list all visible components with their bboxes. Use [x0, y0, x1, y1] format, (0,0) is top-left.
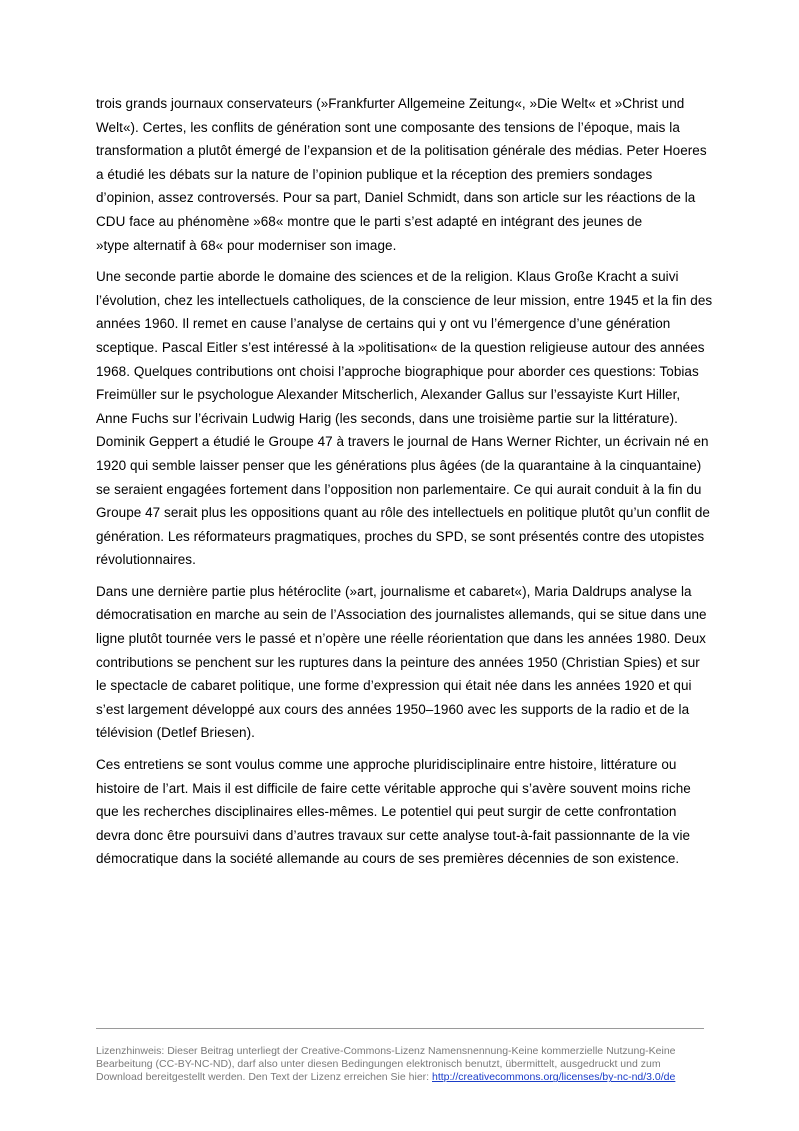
- text-line: ligne plutôt tournée vers le passé et n’opère une réelle réorientation que dans les années 1980. Deux: [96, 631, 706, 647]
- text-line: Welt«). Certes, les conflits de génération sont une composante des tensions de l’époque, mais la: [96, 119, 680, 135]
- text-line: Une seconde partie aborde le domaine des sciences et de la religion. Klaus Große Kracht a suivi: [96, 269, 679, 285]
- article-body: [96, 92, 713, 879]
- text-line: démocratique dans la société allemande au cours de ses premières décennies de son existence.: [96, 851, 680, 867]
- paragraph-science-religion: [96, 265, 713, 572]
- text-line: Freimüller sur le psychologue Alexander Mitscherlich, Alexander Gallus sur l’essayiste Kurt Hiller,: [96, 387, 681, 403]
- text-line: démocratisation en marche au sein de l’Association des journalistes allemands, qui se situe dans une: [96, 607, 707, 623]
- text-line: télévision (Detlef Briesen).: [96, 725, 255, 741]
- license-notice: [96, 1045, 716, 1085]
- text-line: Ces entretiens se sont voulus comme une approche pluridisciplinaire entre histoire, littérature ou: [96, 757, 677, 773]
- text-line: transformation a plutôt émergé de l’expansion et de la politisation générale des médias. Peter Hoeres: [96, 143, 707, 159]
- text-line: Dominik Geppert a étudié le Groupe 47 à travers le journal de Hans Werner Richter, un écrivain né en: [96, 434, 709, 450]
- license-text-prefix: Download bereitgestellt werden. Den Text der Lizenz erreichen Sie hier:: [96, 1071, 432, 1084]
- text-line: se seraient engagées fortement dans l’opposition non parlementaire. Ce qui aurait conduit à la fin du: [96, 481, 702, 497]
- text-line: trois grands journaux conservateurs (»Frankfurter Allgemeine Zeitung«, »Die Welt« et »Christ und: [96, 96, 685, 111]
- text-line: sceptique. Pascal Eitler s’est intéressé à la »politisation« de la question religieuse autour des années: [96, 339, 705, 355]
- text-line: révolutionnaires.: [96, 552, 196, 568]
- text-line: l’évolution, chez les intellectuels catholiques, de la conscience de leur mission, entre 1945 et la fin des: [96, 292, 713, 308]
- text-line: que les recherches disciplinaires elles-mêmes. Le potentiel qui peut surgir de cette confrontation: [96, 804, 677, 820]
- footer-divider: [96, 1028, 704, 1029]
- text-line: CDU face au phénomène »68« montre que le parti s’est adapté en intégrant des jeunes de: [96, 213, 643, 229]
- paragraph-conclusion: [96, 753, 708, 871]
- text-line: le spectacle de cabaret politique, une forme d’expression qui était née dans les années 1920 et qui: [96, 678, 692, 694]
- text-line: 1920 qui semble laisser penser que les générations plus âgées (de la quarantaine à la cinquantaine): [96, 457, 702, 473]
- text-line: Anne Fuchs sur l’écrivain Ludwig Harig (les seconds, dans une troisième partie sur la littérature).: [96, 410, 678, 426]
- paragraph-media: [96, 92, 708, 257]
- text-line: s’est largement développé aux cours des années 1950–1960 avec les supports de la radio et de la: [96, 701, 690, 717]
- text-line: génération. Les réformateurs pragmatiques, proches du SPD, se sont présentés contre des utopistes: [96, 528, 705, 544]
- text-line: années 1960. Il remet en cause l’analyse de certains qui y ont vu l’émergence d’une génération: [96, 316, 671, 332]
- text-line: histoire de l’art. Mais il est difficile de faire cette véritable approche qui s’avère souvent moins riche: [96, 780, 691, 796]
- text-line: d’opinion, assez controversés. Pour sa part, Daniel Schmidt, dans son article sur les réactions de la: [96, 190, 696, 206]
- text-line: Dans une dernière partie plus hétéroclite (»art, journalisme et cabaret«), Maria Daldrups analyse la: [96, 583, 692, 599]
- text-line: »type alternatif à 68« pour moderniser son image.: [96, 237, 397, 253]
- license-text-line: Lizenzhinweis: Dieser Beitrag unterliegt der Creative-Commons-Lizenz Namensnennung-Keine kommerzielle Nutzung-Keine: [96, 1045, 676, 1057]
- license-text-line: [96, 1071, 716, 1084]
- text-line: a étudié les débats sur la nature de l’opinion publique et la réception des premiers sondages: [96, 166, 653, 182]
- text-line: contributions se penchent sur les ruptures dans la peinture des années 1950 (Christian Spies) et sur: [96, 654, 700, 670]
- paragraph-art-journalism: [96, 580, 708, 745]
- text-line: Groupe 47 serait plus les oppositions quant au rôle des intellectuels en politique plutôt qu’un conflit de: [96, 505, 710, 521]
- text-line: 1968. Quelques contributions ont choisi l’approche biographique pour aborder ces questions: Tobias: [96, 363, 699, 379]
- license-link[interactable]: http://creativecommons.org/licenses/by-nc-nd/3.0/de: [432, 1071, 676, 1084]
- license-text-line: Bearbeitung (CC-BY-NC-ND), darf also unter diesen Bedingungen elektronisch benutzt, übermittelt, ausgedruckt und zum: [96, 1058, 661, 1071]
- text-line: devra donc être poursuivi dans d’autres travaux sur cette analyse tout-à-fait passionnante de la vie: [96, 827, 691, 843]
